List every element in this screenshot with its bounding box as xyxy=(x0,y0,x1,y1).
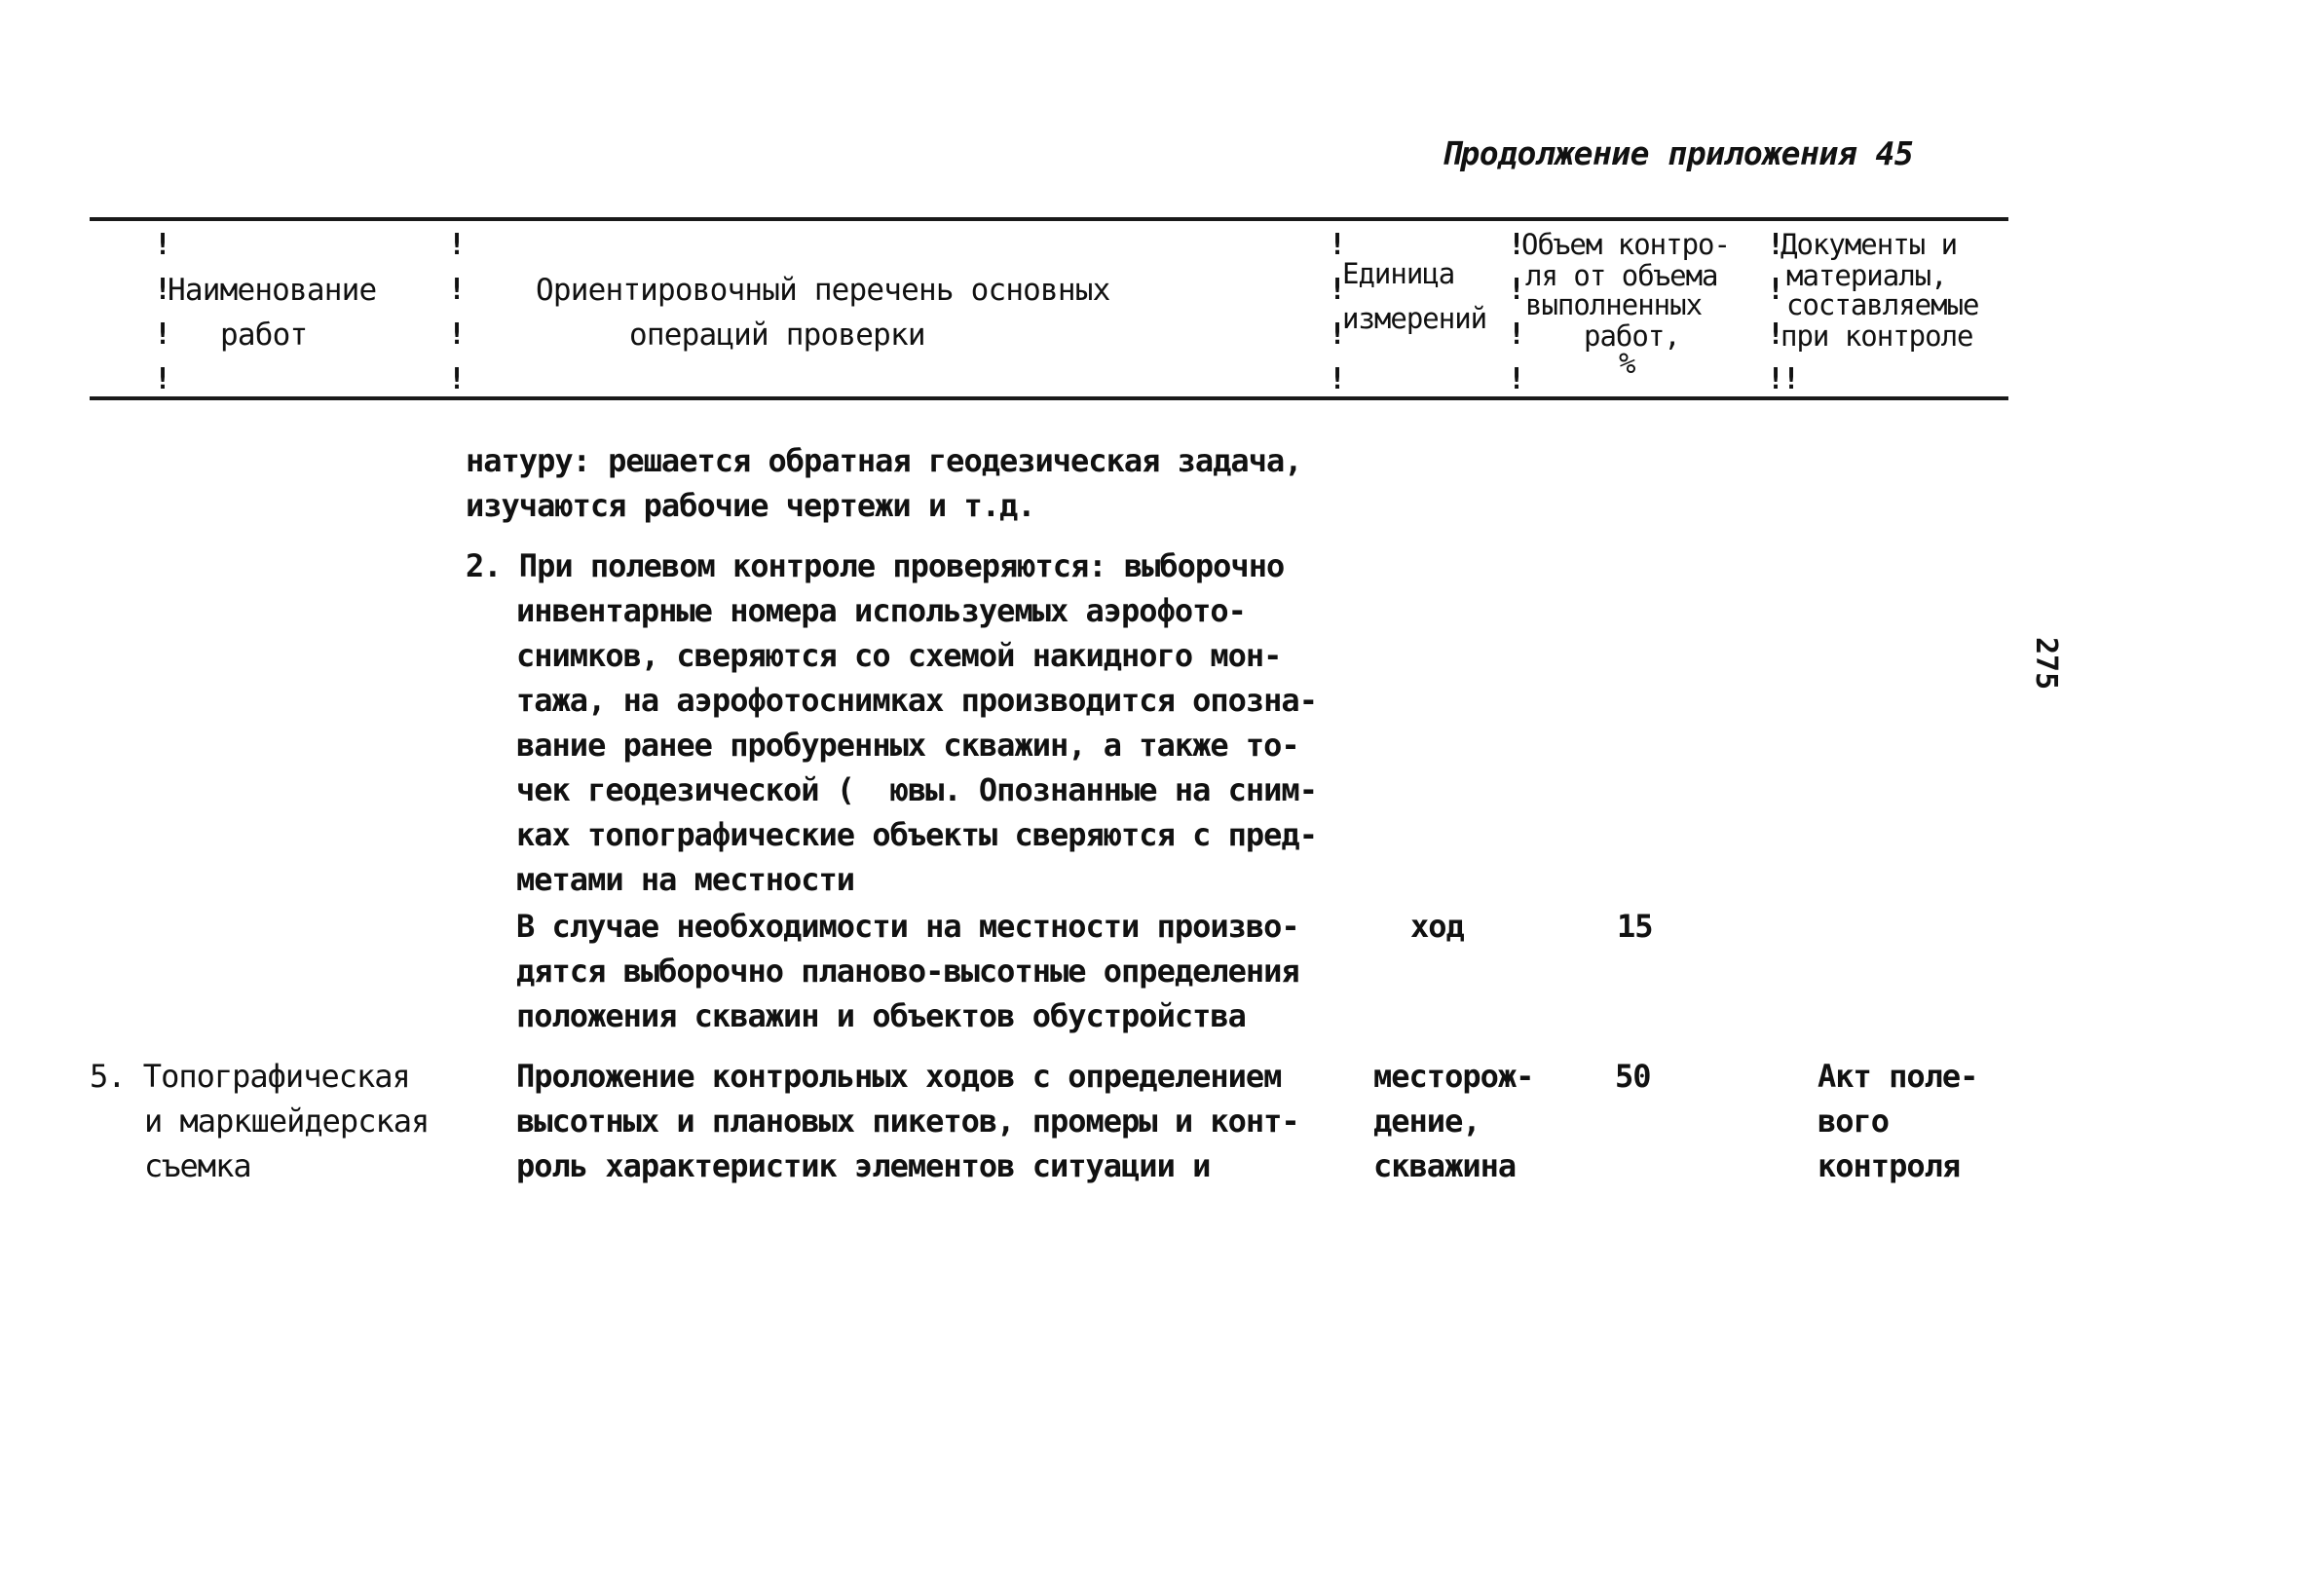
header-col-volume-line5: % xyxy=(1619,347,1635,380)
page-number: 275 xyxy=(2029,637,2063,691)
continuation-line: натуру: решается обратная геодезическая задача, xyxy=(466,442,1302,479)
item2-line: инвентарные номера используемых аэрофото- xyxy=(516,592,1246,629)
header-col-volume-line4: работ, xyxy=(1584,319,1680,353)
item2-line: В случае необходимости на местности произво- xyxy=(516,908,1299,945)
table-header-bottom-rule xyxy=(90,396,2008,400)
item2-line: тажа, на аэрофотоснимках производится опозна- xyxy=(516,682,1317,719)
header-col-operations-line2: операций проверки xyxy=(629,318,925,353)
row5-ops-line: роль характеристик элементов ситуации и xyxy=(516,1147,1211,1184)
header-col-volume-line2: ля от объема xyxy=(1525,259,1718,292)
running-title: Продолжение приложения 45 xyxy=(1442,134,1914,172)
item2-line: 2. При полевом контроле проверяются: выборочно xyxy=(466,547,1285,584)
header-col-docs-line2: материалы, xyxy=(1786,259,1947,292)
header-col-volume-line1: Объем контро- xyxy=(1521,228,1730,261)
row5-doc-line: Акт поле- xyxy=(1818,1058,1978,1095)
header-col-operations-line1: Ориентировочный перечень основных xyxy=(536,273,1110,308)
item2-line: вание ранее пробуренных скважин, а также то- xyxy=(516,727,1299,764)
continuation-line: изучаются рабочие чертежи и т.д. xyxy=(466,487,1035,524)
row5-name-line: 5. Топографическая xyxy=(90,1058,410,1095)
header-col-name-line2: работ xyxy=(220,318,308,353)
item2-line: метами на местности xyxy=(516,861,855,898)
row5-unit-line: месторож- xyxy=(1373,1058,1534,1095)
row5-name-line: съемка xyxy=(144,1147,251,1184)
row5-ops-line: высотных и плановых пикетов, промеры и конт- xyxy=(516,1103,1299,1140)
header-col-name-line1: Наименование xyxy=(168,273,377,308)
item2-line: положения скважин и объектов обустройства xyxy=(516,997,1246,1034)
row5-ops-line: Проложение контрольных ходов с определением xyxy=(516,1058,1282,1095)
header-col-unit-line2: измерений xyxy=(1342,302,1487,335)
item2-line: ках топографические объекты сверяются с пред- xyxy=(516,816,1317,853)
row5-unit-line: скважина xyxy=(1373,1147,1517,1184)
header-col-docs-line3: составляемые xyxy=(1786,288,1979,321)
header-col-docs-line1: Документы и xyxy=(1780,228,1958,261)
header-col-volume-line3: выполненных xyxy=(1525,288,1703,321)
row5-doc-line: вого xyxy=(1818,1103,1890,1140)
header-col-docs-line4: при контроле xyxy=(1780,319,1973,353)
row5-doc-line: контроля xyxy=(1818,1147,1961,1184)
row5-unit-line: дение, xyxy=(1373,1103,1481,1140)
header-col-unit-line1: Единица xyxy=(1342,257,1455,290)
item2-unit: ход xyxy=(1410,908,1464,945)
row5-name-line: и маркшейдерская xyxy=(144,1103,430,1140)
table-header-top-rule xyxy=(90,217,2008,221)
item2-line: снимков, сверяются со схемой накидного мон- xyxy=(516,637,1282,674)
item2-line: дятся выборочно планово-высотные определения xyxy=(516,953,1299,990)
item2-line: чек геодезической ( ювы. Опознанные на сним- xyxy=(516,771,1317,808)
row5-volume: 50 xyxy=(1615,1058,1651,1095)
item2-volume: 15 xyxy=(1617,908,1653,945)
